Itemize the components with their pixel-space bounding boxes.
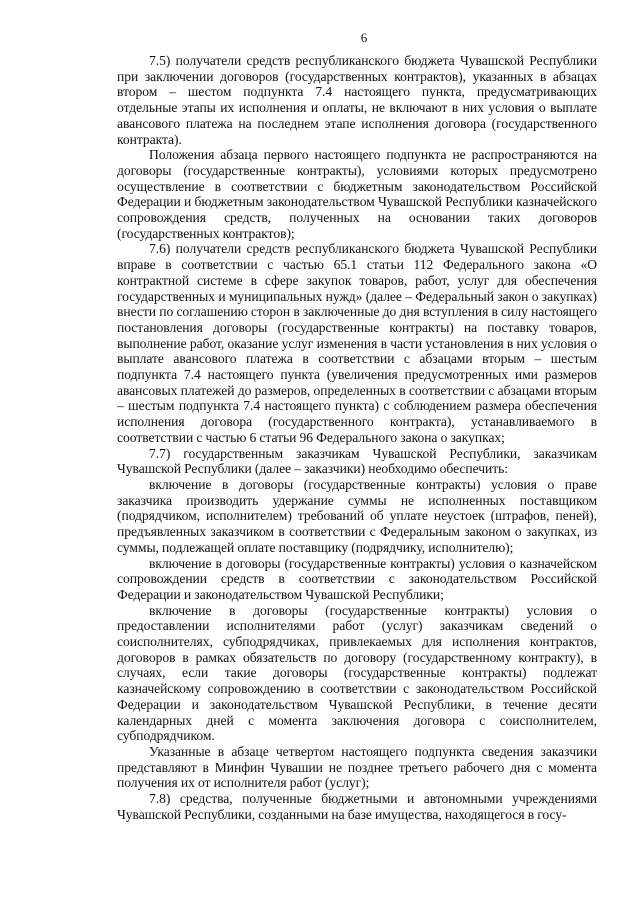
paragraph-7-7: 7.7) государственным заказчикам Чувашской Республики, заказчикам Чувашской Республики (далее – заказчики) необходимо обеспечить:	[117, 445, 597, 477]
page-number: 6	[360, 30, 368, 45]
paragraph-7-7-treasury: включение в договоры (государственные контракты) условия о казначейском сопровождении средств в соответствии с законодательством Российской Федерации и законодательством Чувашской Республики;	[117, 555, 597, 602]
paragraph-7-7-withholding: включение в договоры (государственные контракты) условия о праве заказчика производить удержание суммы не исполненных поставщиком (подрядчиком, исполнителем) требований об уплате неустоек (штрафов, пеней), предъявленных заказчиком в соответствии с Федеральным законом о закупках, из суммы, подлежащей оплате поставщику (подрядчику, исполнителю);	[117, 476, 597, 555]
paragraph-7-5-exception: Положения абзаца первого настоящего подпункта не распространяются на договоры (государственные контракты), условиями которых предусмотрено осуществление в соответствии с бюджетным законодательством Российской Федерации и бюджетным законодательством Чувашской Республики казначейского сопровождения средств, полученных на основании таких договоров (государственных контрактов);	[117, 147, 597, 241]
paragraph-7-6: 7.6) получатели средств республиканского бюджета Чувашской Республики вправе в соответствии с частью 65.1 статьи 112 Федерального закона «О контрактной системе в сфере закупок товаров, работ, услуг для обеспечения государственных и муниципальных нужд» (далее – Федеральный закон о закупках) внести по соглашению сторон в заключенные до дня вступления в силу настоящего постановления договоры (государственные контракты) на поставку товаров, выполнение работ, оказание услуг изменения в части установления в них условия о выплате авансового платежа в соответствии с абзацами вторым – шестым подпункта 7.4 настоящего пункта (увеличения предусмотренных ими размеров авансовых платежей до размеров, определенных в соответствии с абзацами вторым – шестым подпункта 7.4 настоящего пункта) с соблюдением размера обеспечения исполнения договора (государственного контракта), устанавливаемого в соответствии с частью 6 статьи 96 Федерального закона о закупках;	[117, 241, 597, 445]
paragraph-7-5: 7.5) получатели средств республиканского бюджета Чувашской Республики при заключении договоров (государственных контрактов), указанных в абзацах втором – шестом подпункта 7.4 настоящего пункта, предусматривающих отдельные этапы их исполнения и оплаты, не включают в них условия о выплате авансового платежа на последнем этапе исполнения договора (государственного контракта).	[117, 53, 597, 147]
document-page	[117, 30, 597, 890]
paragraph-7-7-subcontractors: включение в договоры (государственные контракты) условия о предоставлении исполнителями работ (услуг) заказчикам сведений о соисполнителях, субподрядчиках, привлекаемых для исполнения контрактов, договоров в рамках обязательств по договору (государственному контракту), в случаях, если такие договоры (государственные контракты) подлежат казначейскому сопровождению в соответствии с законодательством Российской Федерации и законодательством Чувашской Республики, в течение десяти календарных дней с момента заключения договора с соисполнителем, субподрядчиком.	[117, 602, 597, 744]
paragraph-7-7-reporting: Указанные в абзаце четвертом настоящего подпункта сведения заказчики представляют в Минфин Чувашии не позднее третьего рабочего дня с момента получения их от исполнителя работ (услуг);	[117, 743, 597, 791]
paragraph-7-8: 7.8) средства, полученные бюджетными и автономными учреждениями Чувашской Республики, созданными на базе имущества, находящегося в госу-	[117, 791, 597, 822]
